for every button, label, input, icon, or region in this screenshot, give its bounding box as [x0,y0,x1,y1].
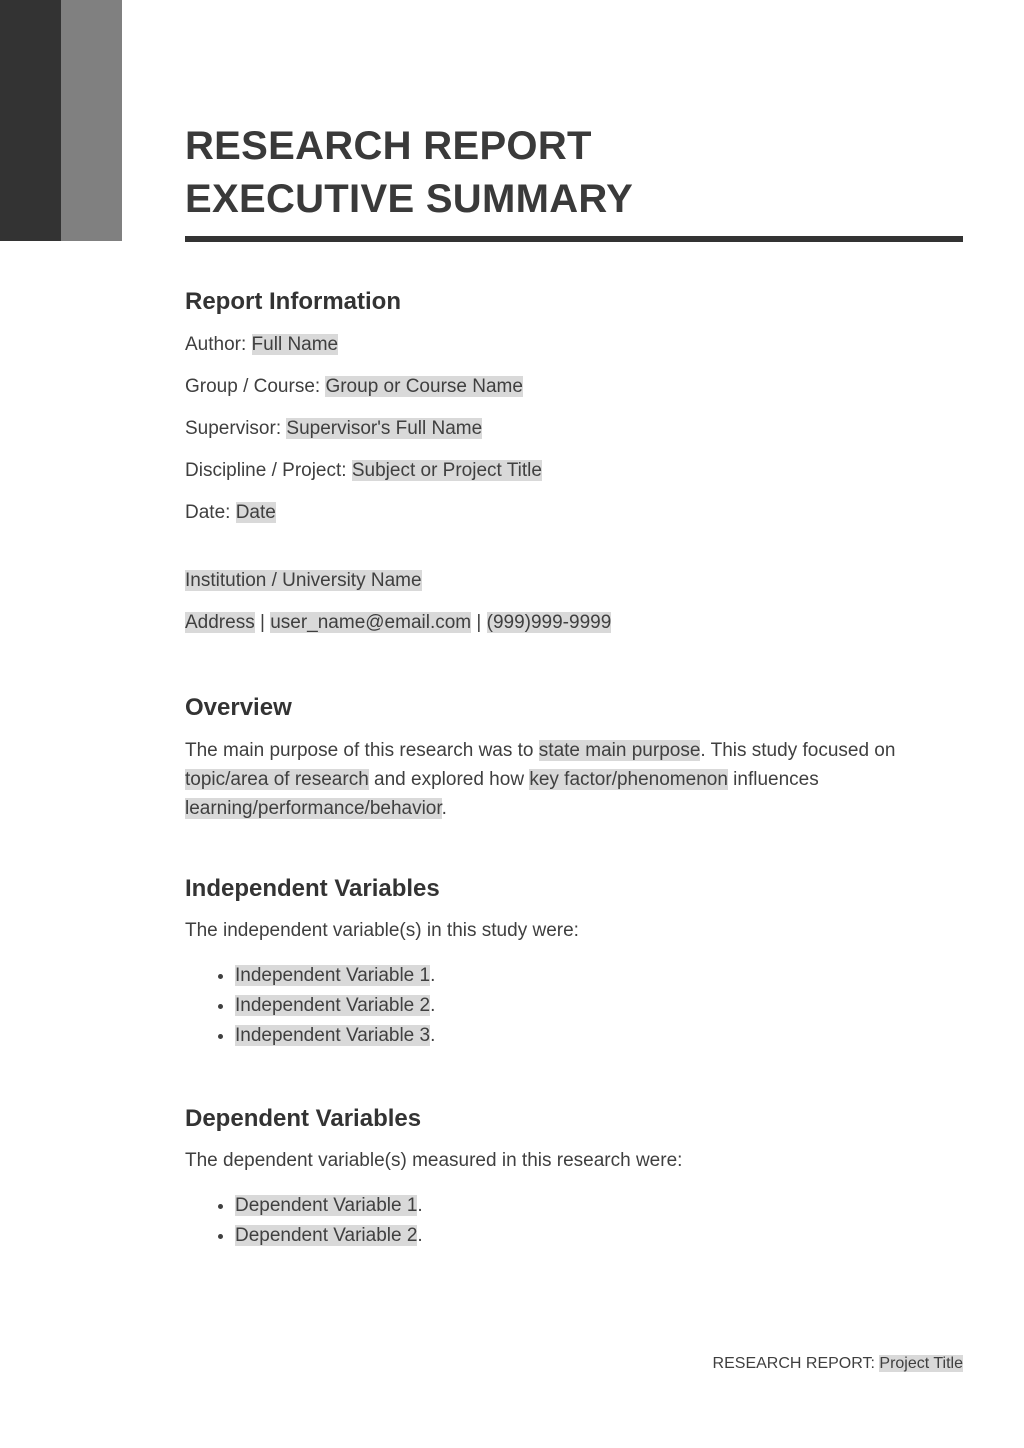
list-item-period: . [430,1025,436,1046]
dependent-variables-intro: The dependent variable(s) measured in this research were: [185,1150,683,1171]
institution-name-placeholder[interactable]: Institution / University Name [185,570,422,591]
report-info-fields [185,324,963,534]
independent-variables-list [185,961,963,1051]
learning-behavior-placeholder[interactable]: learning/performance/behavior [185,798,442,819]
dependent-variables-list [185,1191,963,1251]
phone-placeholder[interactable]: (999)999-9999 [486,612,612,633]
field-discipline-project-label: Discipline / Project: [185,460,347,481]
list-item-period: . [430,965,436,986]
independent-variable-2-placeholder[interactable]: Independent Variable 2 [235,995,431,1016]
dependent-variable-2-placeholder[interactable]: Dependent Variable 2 [235,1225,418,1246]
email-placeholder[interactable]: user_name@email.com [270,612,472,633]
list-item [235,1221,963,1251]
list-item [235,961,963,991]
list-item-period: . [417,1225,423,1246]
contact-row [185,602,963,644]
page-footer [713,1353,963,1375]
section-heading-independent-variables: Independent Variables [185,875,440,902]
field-supervisor-value-placeholder[interactable]: Supervisor's Full Name [286,418,483,439]
overview-text: and explored how [368,769,530,790]
field-date-value-placeholder[interactable]: Date [235,502,276,523]
overview-text: . This study focused on [700,740,896,761]
field-date-label: Date: [185,502,231,523]
accent-bar-dark [0,0,61,241]
field-discipline-project-value-placeholder[interactable]: Subject or Project Title [351,460,542,481]
section-heading-dependent-variables: Dependent Variables [185,1105,422,1132]
field-group-course [185,366,963,408]
overview-text: The main purpose of this research was to [185,740,539,761]
list-item [235,991,963,1021]
list-item [235,1021,963,1051]
overview-paragraph [185,736,963,823]
title-divider [185,236,963,242]
section-heading-overview: Overview [185,694,292,721]
page-title-line2: EXECUTIVE SUMMARY [185,177,634,221]
field-supervisor-label: Supervisor: [185,418,282,439]
institution-block [185,560,963,644]
key-factor-placeholder[interactable]: key factor/phenomenon [529,769,728,790]
section-heading-report-information: Report Information [185,288,401,315]
document-content [185,0,963,1251]
address-placeholder[interactable]: Address [185,612,255,633]
page-title [185,120,963,226]
field-supervisor [185,408,963,450]
footer-label: RESEARCH REPORT: [712,1355,875,1372]
list-item-period: . [430,995,436,1016]
footer-project-title-placeholder[interactable]: Project Title [879,1355,963,1372]
topic-area-placeholder[interactable]: topic/area of research [185,769,369,790]
field-author-value-placeholder[interactable]: Full Name [251,334,339,355]
field-discipline-project [185,450,963,492]
institution-row [185,560,963,602]
overview-text: influences [727,769,819,790]
field-date [185,492,963,534]
field-author-label: Author: [185,334,247,355]
accent-bar-gray [61,0,122,241]
page-title-line1: RESEARCH REPORT [185,124,592,168]
independent-variables-intro: The independent variable(s) in this study were: [185,920,579,941]
dependent-variable-1-placeholder[interactable]: Dependent Variable 1 [235,1195,418,1216]
contact-separator: | [476,612,482,633]
field-author [185,324,963,366]
field-group-course-value-placeholder[interactable]: Group or Course Name [325,376,523,397]
list-item-period: . [417,1195,423,1216]
main-purpose-placeholder[interactable]: state main purpose [538,740,701,761]
contact-separator: | [259,612,265,633]
field-group-course-label: Group / Course: [185,376,321,397]
overview-text: . [441,798,447,819]
list-item [235,1191,963,1221]
independent-variable-1-placeholder[interactable]: Independent Variable 1 [235,965,431,986]
independent-variable-3-placeholder[interactable]: Independent Variable 3 [235,1025,431,1046]
